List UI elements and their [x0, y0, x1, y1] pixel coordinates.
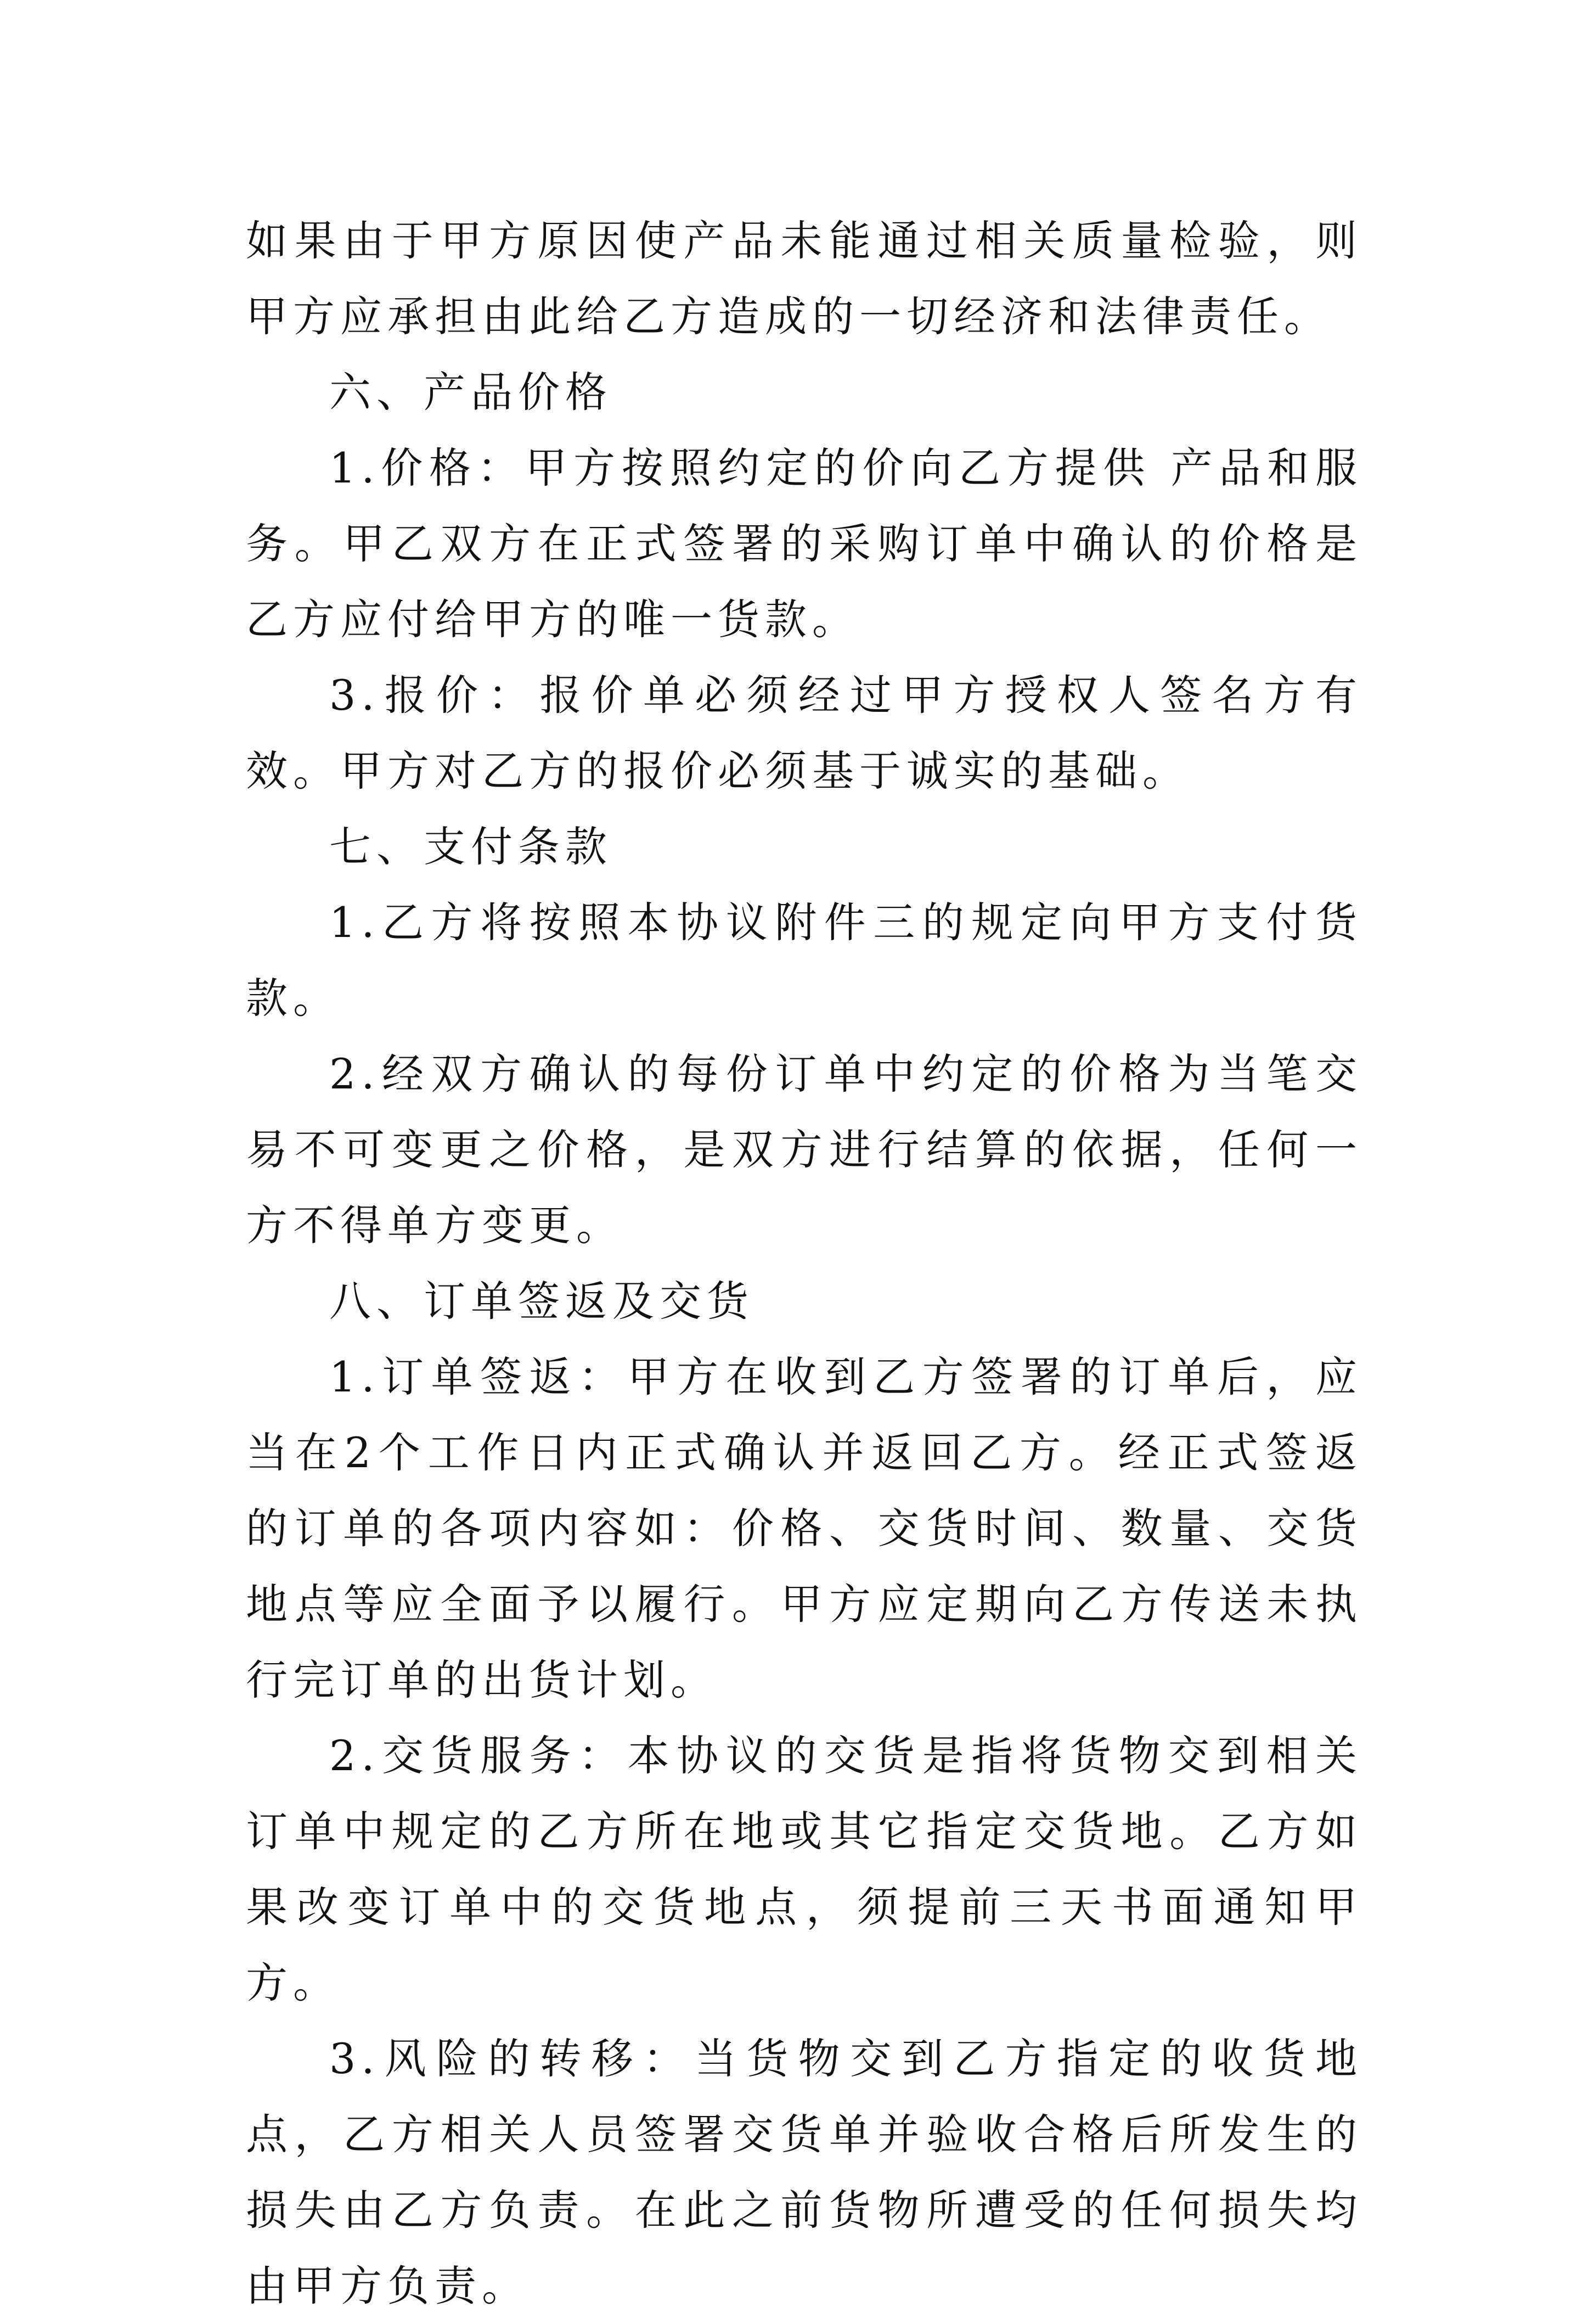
- section-heading-order-and-delivery: 八、订单签返及交货: [329, 1277, 754, 1326]
- paragraph-price-settlement: 2.经双方确认的每份订单中约定的价格为当笔交易不可变更之价格，是双方进行结算的依据，任何一方不得单方变更。: [246, 1049, 1362, 1250]
- paragraph-order-return: 1.订单签返：甲方在收到乙方签署的订单后，应当在2个工作日内正式确认并返回乙方。经正式签返的订单的各项内容如：价格、交货时间、数量、交货地点等应全面予以履行。甲方应定期向乙方传送未执行完订单的出货计划。: [246, 1352, 1362, 1704]
- paragraph-payment: 1.乙方将按照本协议附件三的规定向甲方支付货款。: [246, 898, 1362, 1023]
- document-body: [246, 203, 1362, 2324]
- section-heading-payment-terms: 七、支付条款: [329, 822, 612, 871]
- paragraph-delivery-service: 2.交货服务：本协议的交货是指将货物交到相关订单中规定的乙方所在地或其它指定交货地。乙方如果改变订单中的交货地点，须提前三天书面通知甲方。: [246, 1731, 1362, 2007]
- section-heading-product-price: 六、产品价格: [329, 368, 612, 417]
- paragraph-quality-liability: 如果由于甲方原因使产品未能通过相关质量检验，则甲方应承担由此给乙方造成的一切经济和法律责任。: [246, 216, 1362, 341]
- paragraph-risk-transfer: 3.风险的转移：当货物交到乙方指定的收货地点，乙方相关人员签署交货单并验收合格后所发生的损失由乙方负责。在此之前货物所遭受的任何损失均由甲方负责。: [246, 2034, 1362, 2310]
- paragraph-price: 1.价格：甲方按照约定的价向乙方提供 产品和服务。甲乙双方在正式签署的采购订单中确认的价格是乙方应付给甲方的唯一货款。: [246, 444, 1362, 644]
- paragraph-quotation: 3.报价：报价单必须经过甲方授权人签名方有效。甲方对乙方的报价必须基于诚实的基础。: [246, 671, 1362, 795]
